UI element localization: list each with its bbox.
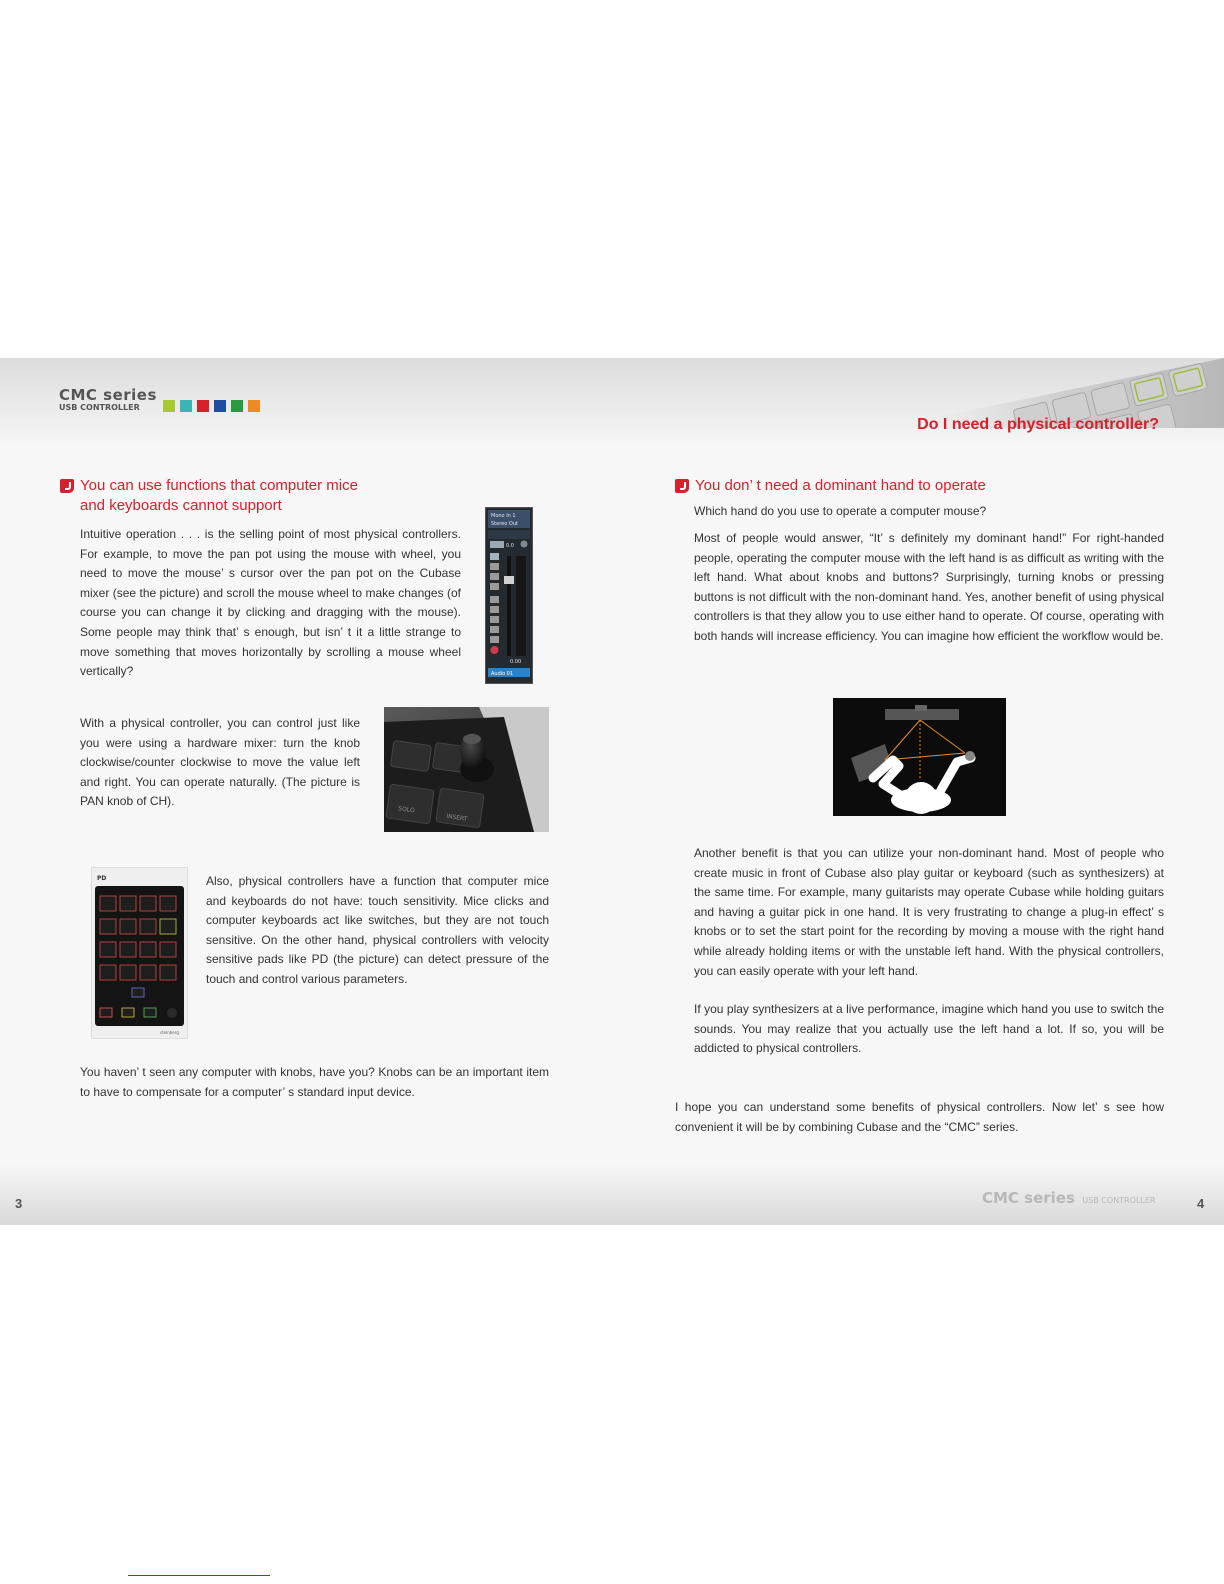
header-brand-logo (59, 388, 157, 413)
right-question: Which hand do you use to operate a computer mouse? (694, 504, 987, 518)
left-section-title (80, 476, 480, 516)
cubase-mixer-screenshot (485, 507, 533, 684)
right-closing-paragraph: I hope you can understand some benefits of physical controllers. Now let’ s see how convenient it will be by combining Cubase and the “CMC” series. (675, 1100, 1164, 1134)
swatch (180, 400, 192, 412)
left-page-number: 3 (15, 1196, 23, 1211)
mixer-output-label: Stereo Out (491, 521, 518, 527)
right-paragraph-2: Another benefit is that you can utilize your non-dominant hand. Most of people who create music in front of Cubase also play guitar or keyboard (such as synthesizers) at the same time. For example, many guitarists may operate Cubase while holding guitars and having a guitar pick in one hand. It is very frustrating to change a plug-in effect’ s knobs or to set the start point for the recording by moving a mouse with the right hand while already holding items or with the unstable left hand. With the physical controllers, you can easily operate with your left hand. (694, 846, 1164, 978)
swatch (248, 400, 260, 412)
brand-title: CMC series (59, 386, 157, 404)
mixer-input-label: Mono In 1 (491, 513, 516, 519)
swatch (163, 400, 175, 412)
right-section-title (695, 476, 1115, 496)
pd-pad-controller-photo (91, 867, 188, 1039)
pd-brand: stelnberg (160, 1030, 179, 1035)
left-section-title-line2: and keyboards cannot support (80, 497, 282, 514)
right-section-title-text: You don’ t need a dominant hand to operate (695, 477, 986, 494)
swatch (214, 400, 226, 412)
left-paragraph-1: Intuitive operation . . . is the selling point of most physical controllers. For example, to move the pan pot using the mouse with wheel, you need to move the mouse’ s cursor over the pan pot on the Cubase mixer (see the picture) and scroll the mouse wheel to make changes (of course you can change it by clicking and dragging with the mouse). Some people may think that’ s enough, but isn’ t it a little strange to move something that moves horizontally by scrolling a mouse wheel vertically? (80, 527, 461, 679)
footer-brand-title: CMC series (982, 1189, 1075, 1207)
footer-brand-logo (982, 1189, 1155, 1208)
footnote-rule (128, 1575, 270, 1576)
knob-key-label-solo: SOLO (397, 805, 415, 815)
pan-knob-photo (384, 707, 549, 832)
left-section-title-line1: You can use functions that computer mice (80, 477, 358, 494)
left-paragraph-3: Also, physical controllers have a function that computer mice and keyboards do not have: touch sensitivity. Mice clicks and computer keyboards act like switches, but they are not touch sensitive. On the other hand, physical controllers with velocity sensitive pads like PD (the picture) can detect pressure of the touch and control various parameters. (206, 874, 549, 986)
pd-label: PD (97, 875, 107, 882)
left-paragraph-4: You haven’ t seen any computer with knobs, have you? Knobs can be an important item to have to compensate for a computer’ s standard input device. (80, 1065, 549, 1099)
right-page-number: 4 (1197, 1196, 1205, 1211)
color-swatches (163, 400, 260, 412)
right-paragraph-1: Most of people would answer, “It’ s definitely my dominant hand!” For right-handed people, operating the computer mouse with the left hand is as difficult as writing with the left hand. What about knobs and buttons? Surprisingly, turning knobs or pressing buttons is not difficult with the non-dominant hand. Yes, another benefit of using physical controllers is that they allow you to use either hand to operate. Of course, operating with both hands will increase efficiency. You can imagine how efficient the workflow would be. (694, 531, 1164, 643)
section-marker-icon (675, 479, 689, 493)
mixer-level: 0.00 (510, 659, 522, 665)
mixer-channel-name: Audio 01 (491, 671, 514, 677)
knob-key-label-insert: INSERT (445, 812, 468, 823)
section-marker-icon (60, 479, 74, 493)
two-hands-illustration (833, 698, 1006, 816)
page-heading: Do I need a physical controller? (917, 416, 1159, 433)
footer-brand-subtitle: USB CONTROLLER (1082, 1196, 1156, 1205)
right-paragraph-3: If you play synthesizers at a live performance, imagine which hand you use to switch the sounds. You may realize that you actually use the left hand a lot. If so, you will be addicted to physical controllers. (694, 1002, 1164, 1056)
mixer-pan-value: 0.0 (506, 543, 514, 549)
swatch (231, 400, 243, 412)
page-spread (0, 358, 1224, 1225)
brand-subtitle: USB CONTROLLER (59, 403, 140, 412)
left-paragraph-2: With a physical controller, you can control just like you were using a hardware mixer: turn the knob clockwise/counter clockwise to move the value left and right. You can operate naturally. (The picture is PAN knob of CH). (80, 716, 360, 809)
swatch (197, 400, 209, 412)
